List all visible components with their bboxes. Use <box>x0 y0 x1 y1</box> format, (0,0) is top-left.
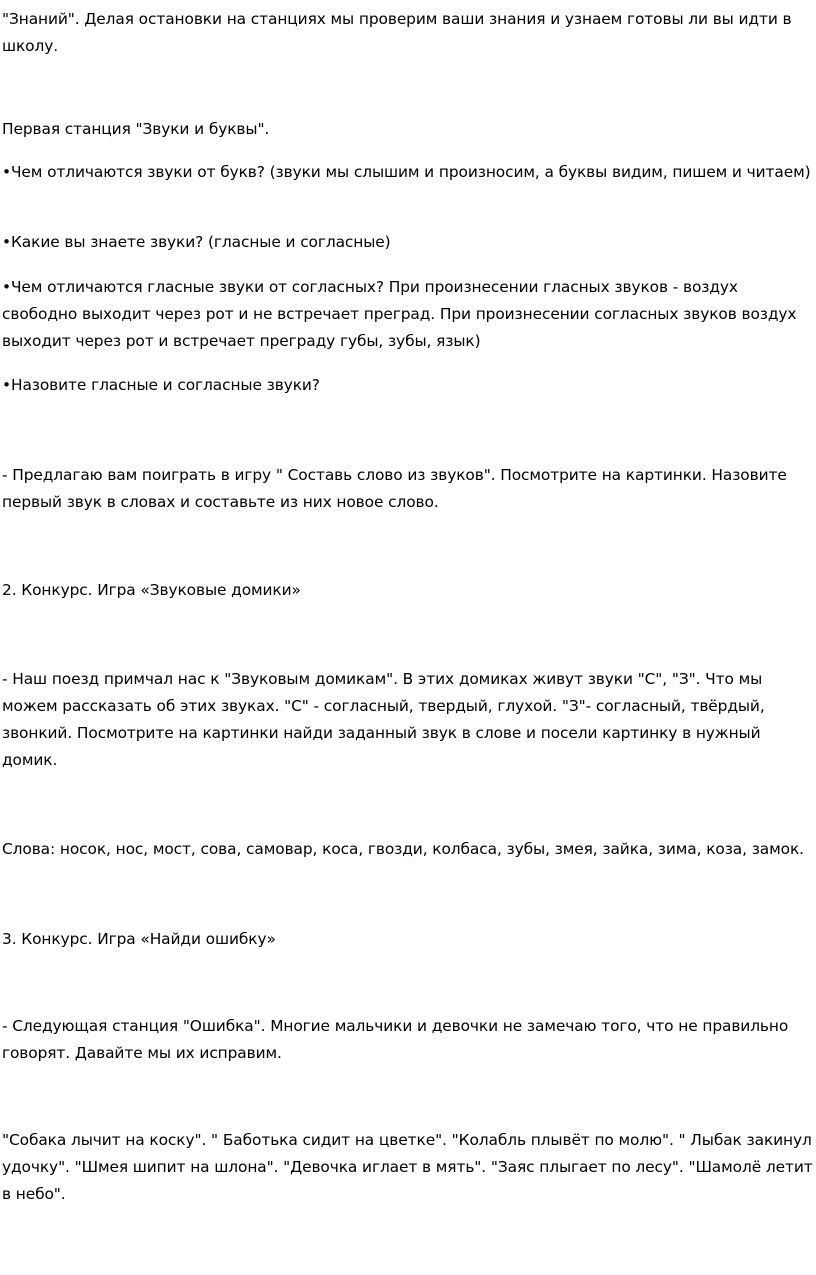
question-3: •Чем отличаются гласные звуки от согласных? При произнесении гласных звуков - воздух свободно выходит через рот и не встречает преград. При произнесении согласных звуков воздух выходит через рот и встречает преграду губы, зубы, язык) <box>2 278 797 350</box>
question-1: •Чем отличаются звуки от букв? (звуки мы слышим и произносим, а буквы видим, пишем и читаем) <box>2 163 811 181</box>
question-4: •Назовите гласные и согласные звуки? <box>2 376 320 394</box>
contest-2-heading: 2. Конкурс. Игра «Звуковые домики» <box>2 581 301 599</box>
intro-paragraph: "Знаний". Делая остановки на станциях мы проверим ваши знания и узнаем готовы ли вы идти в школу. <box>2 10 792 55</box>
question-2: •Какие вы знаете звуки? (гласные и согласные) <box>2 233 391 251</box>
word-list: Слова: носок, нос, мост, сова, самовар, коса, гвозди, колбаса, зубы, змея, зайка, зима, коза, замок. <box>2 840 804 858</box>
game-1-instructions: - Предлагаю вам поиграть в игру " Составь слово из звуков". Посмотрите на картинки. Назовите первый звук в словах и составьте из них новое слово. <box>2 466 787 511</box>
station-1-heading: Первая станция "Звуки и буквы". <box>2 120 270 138</box>
contest-3-heading: 3. Конкурс. Игра «Найди ошибку» <box>2 930 276 948</box>
contest-2-instructions: - Наш поезд примчал нас к "Звуковым домикам". В этих домиках живут звуки "С", "З". Что мы можем рассказать об этих звуках. "С" - согласный, твердый, глухой. "З"- согласный, твёрдый, звонкий. Посмотрите на картинки найди заданный звук в слове и посели картинку в нужный домик. <box>2 670 765 769</box>
error-sentences: "Собака лычит на коску". " Баботька сидит на цветке". "Колабль плывёт по молю". " Лыбак закинул удочку". "Шмея шипит на шлона". "Девочка иглает в мять". "Заяс плыгает по лесу". "Шамолё летит в небо". <box>2 1131 813 1203</box>
contest-3-instructions: - Следующая станция "Ошибка". Многие мальчики и девочки не замечаю того, что не правильно говорят. Давайте мы их исправим. <box>2 1017 789 1062</box>
